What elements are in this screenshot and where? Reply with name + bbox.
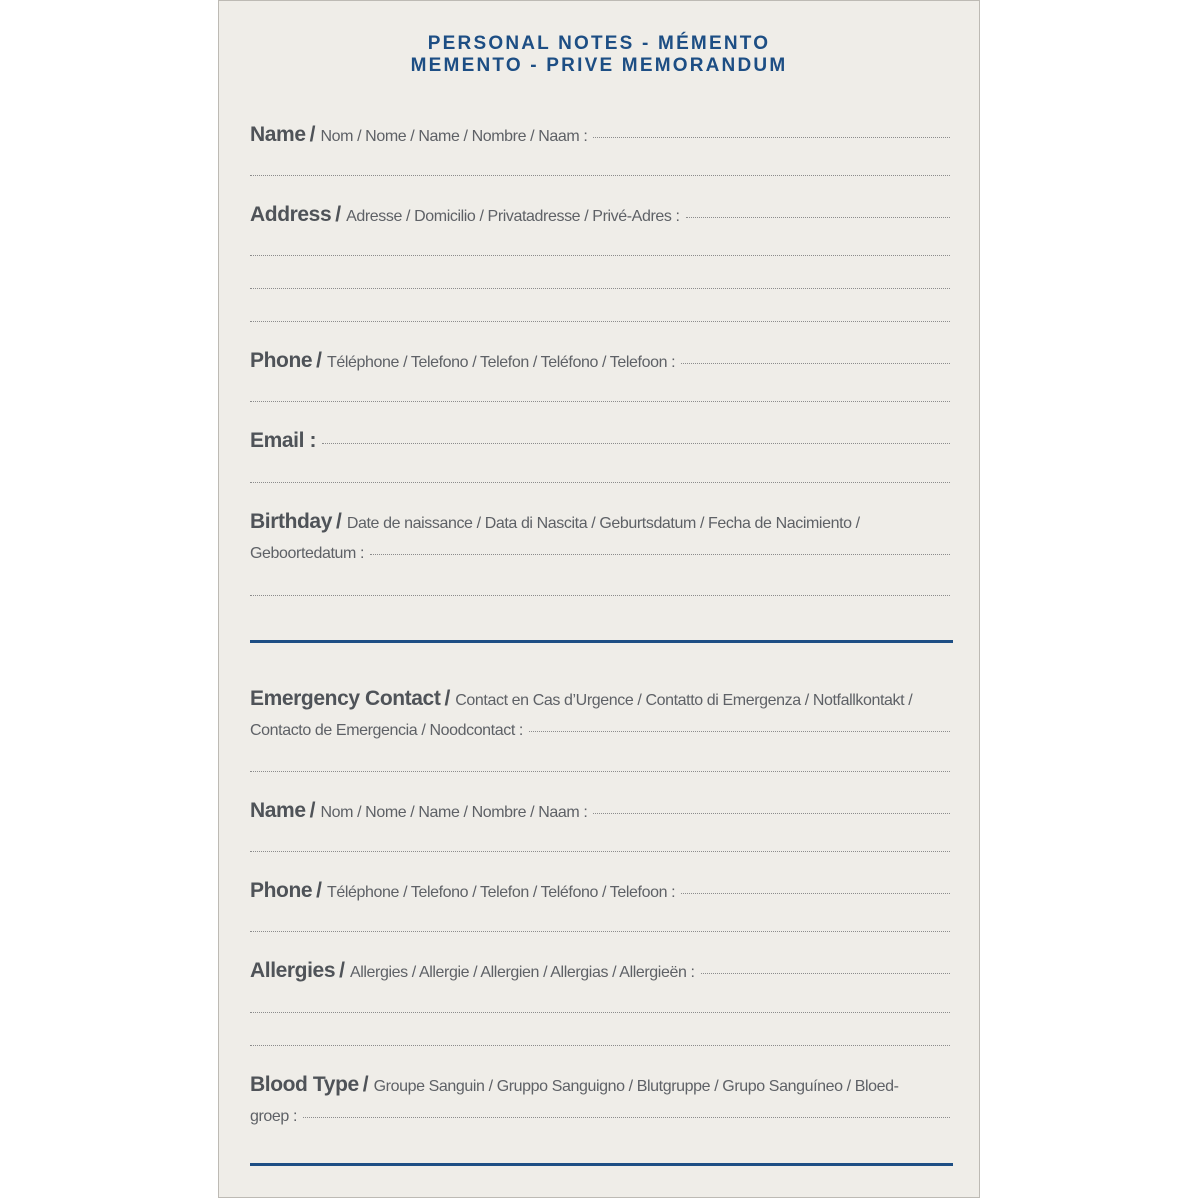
separator-slash: / — [335, 510, 342, 533]
blood-type-field-cont[interactable] — [250, 1108, 950, 1126]
section-divider — [250, 1163, 953, 1166]
field-translations: Téléphone / Telefono / Telefon / Teléfono / Telefoon : — [327, 884, 676, 901]
write-line[interactable] — [250, 931, 950, 932]
separator-slash: / — [309, 123, 316, 146]
write-line[interactable] — [250, 851, 950, 852]
write-line[interactable] — [250, 482, 950, 483]
allergies-field[interactable] — [250, 959, 950, 983]
field-translations: Groupe Sanguin / Gruppo Sanguigno / Blutgruppe / Grupo Sanguíneo / Bloed- — [373, 1078, 899, 1095]
write-line[interactable] — [250, 1012, 950, 1013]
field-translations: Geboortedatum : — [250, 545, 365, 562]
separator-slash: / — [362, 1073, 369, 1096]
write-line[interactable] — [681, 893, 950, 894]
separator-slash: / — [335, 203, 342, 226]
field-translations: groep : — [250, 1108, 298, 1125]
write-line[interactable] — [250, 771, 950, 772]
write-line[interactable] — [250, 1045, 950, 1046]
write-line[interactable] — [681, 363, 950, 364]
write-line[interactable] — [529, 731, 950, 732]
field-label: Name — [250, 799, 306, 822]
field-label: Phone — [250, 879, 313, 902]
write-line[interactable] — [250, 401, 950, 402]
emergency-phone-field[interactable] — [250, 879, 950, 903]
separator-slash: / — [444, 687, 451, 710]
field-label: Emergency Contact — [250, 687, 441, 710]
emergency-contact-field — [250, 687, 950, 711]
field-translations: Contacto de Emergencia / Noodcontact : — [250, 722, 523, 739]
separator-slash: / — [309, 799, 316, 822]
write-line[interactable] — [370, 554, 950, 555]
write-line[interactable] — [250, 321, 950, 322]
section-divider — [250, 640, 953, 643]
write-line[interactable] — [593, 137, 950, 138]
field-label: Birthday — [250, 510, 332, 533]
separator-slash: / — [316, 349, 323, 372]
birthday-field-cont[interactable] — [250, 545, 950, 563]
emergency-contact-field-cont[interactable] — [250, 722, 950, 740]
write-line[interactable] — [303, 1117, 950, 1118]
field-label: Name — [250, 123, 306, 146]
field-translations: Nom / Nome / Name / Nombre / Naam : — [320, 128, 588, 145]
field-translations: Téléphone / Telefono / Telefon / Teléfono / Telefoon : — [327, 354, 676, 371]
field-label: Email : — [250, 429, 317, 452]
email-field[interactable] — [250, 429, 950, 453]
write-line[interactable] — [250, 175, 950, 176]
field-label: Phone — [250, 349, 313, 372]
field-translations: Adresse / Domicilio / Privatadresse / Privé-Adres : — [346, 208, 680, 225]
field-label: Allergies — [250, 959, 336, 982]
page-subtitle: MEMENTO - PRIVE MEMORANDUM — [410, 55, 788, 76]
write-line[interactable] — [686, 217, 950, 218]
write-line[interactable] — [593, 813, 950, 814]
field-translations: Nom / Nome / Name / Nombre / Naam : — [320, 804, 588, 821]
field-translations: Allergies / Allergie / Allergien / Allergias / Allergieën : — [349, 964, 695, 981]
page-title: PERSONAL NOTES - MÉMENTO — [427, 33, 771, 54]
phone-field[interactable] — [250, 349, 950, 373]
memo-page — [218, 0, 980, 1198]
field-label: Blood Type — [250, 1073, 359, 1096]
field-translations: Contact en Cas d’Urgence / Contatto di Emergenza / Notfallkontakt / — [455, 692, 913, 709]
write-line[interactable] — [250, 255, 950, 256]
field-translations: Date de naissance / Data di Nascita / Geburtsdatum / Fecha de Nacimiento / — [346, 515, 860, 532]
write-line[interactable] — [250, 595, 950, 596]
birthday-field — [250, 510, 950, 534]
blood-type-field — [250, 1073, 950, 1097]
separator-slash: / — [339, 959, 345, 982]
emergency-name-field[interactable] — [250, 799, 950, 823]
write-line[interactable] — [322, 443, 950, 444]
address-field[interactable] — [250, 203, 950, 227]
write-line[interactable] — [250, 288, 950, 289]
write-line[interactable] — [701, 973, 950, 974]
name-field[interactable] — [250, 123, 950, 147]
separator-slash: / — [316, 879, 323, 902]
field-label: Address — [250, 203, 332, 226]
